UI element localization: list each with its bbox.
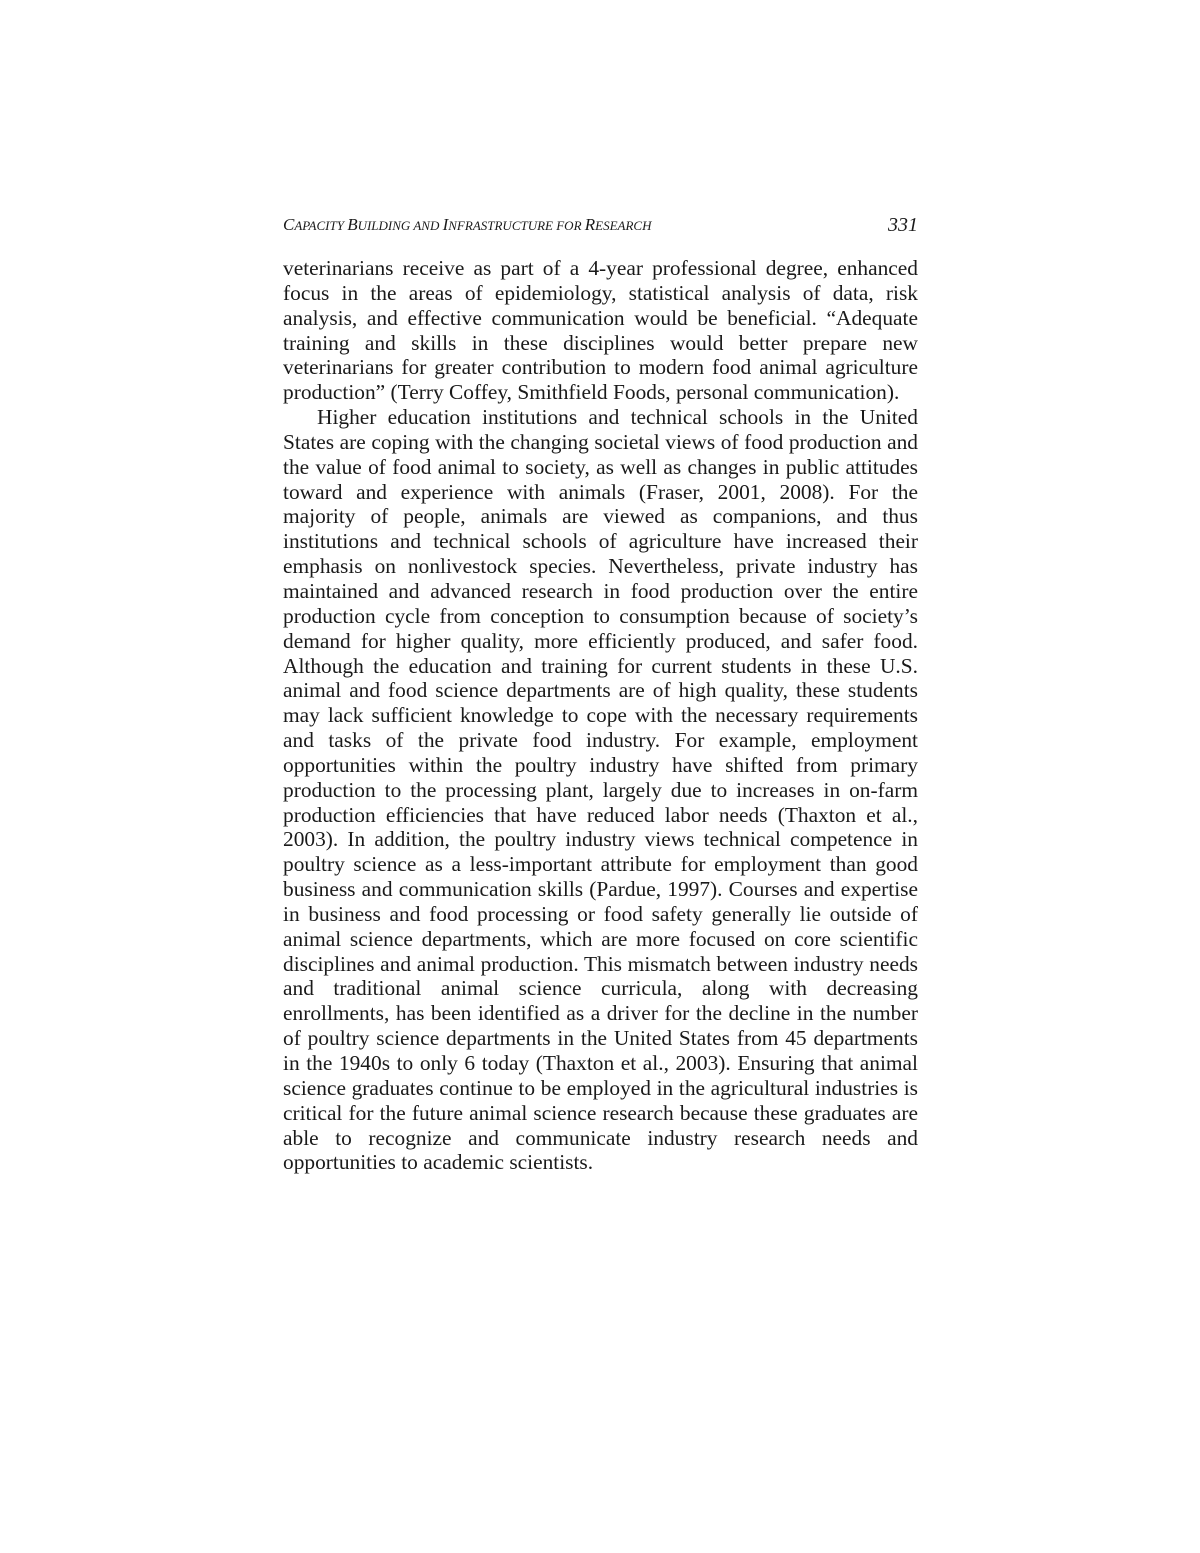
paragraph: Higher education institutions and technical schools in the United States are coping with the changing societal views of food production and the value of food animal to society, as well as changes in public attitudes toward and experience with animals (Fraser, 2001, 2008). For the majority of people, animals are viewed as companions, and thus institutions and technical schools of agriculture have increased their emphasis on nonlivestock species. Nevertheless, private industry has maintained and advanced research in food production over the entire production cycle from conception to consumption because of society’s demand for higher quality, more efficiently produced, and safer food. Although the education and training for current students in these U.S. animal and food science departments are of high quality, these students may lack sufficient knowledge to cope with the necessary requirements and tasks of the private food industry. For example, employment opportunities within the poultry industry have shifted from primary production to the processing plant, largely due to increases in on-farm production efficiencies that have reduced labor needs (Thaxton et al., 2003). In addition, the poultry industry views technical competence in poultry science as a less-important attribute for employment than good business and communication skills (Pardue, 1997). Courses and expertise in business and food processing or food safety generally lie outside of animal science departments, which are more focused on core scientific disciplines and animal production. This mismatch between industry needs and traditional animal science curricula, along with decreasing enrollments, has been identified as a driver for the decline in the number of poultry science departments in the United States from 45 departments in the 1940s to only 6 today (Thaxton et al., 2003). Ensuring that animal science graduates continue to be employed in the agricultural industries is critical for the future animal science research because these graduates are able to recognize and communicate industry research needs and opportunities to academic scientists. — [283, 405, 918, 1175]
title-cap: C — [283, 215, 295, 234]
running-head-title — [283, 210, 651, 241]
running-head — [283, 210, 918, 240]
title-cap: R — [584, 215, 596, 234]
paragraph: veterinarians receive as part of a 4-year professional degree, enhanced focus in the areas of epidemiology, statistical analysis of data, risk analysis, and effective communication would be beneficial. “Adequate training and skills in these disciplines would better prepare new veterinarians for greater contribution to modern food animal agriculture production” (Terry Coffey, Smithfield Foods, personal communication). — [283, 256, 918, 405]
page-number: 331 — [888, 214, 918, 236]
document-page — [283, 210, 918, 1175]
title-smallcaps: UILDING AND — [357, 218, 443, 233]
body-text — [283, 256, 918, 1175]
title-cap: B — [347, 215, 358, 234]
title-cap: I — [442, 215, 449, 234]
title-smallcaps: NFRASTRUCTURE FOR — [448, 218, 585, 233]
title-smallcaps: ESEARCH — [595, 218, 652, 233]
title-smallcaps: APACITY — [294, 218, 348, 233]
